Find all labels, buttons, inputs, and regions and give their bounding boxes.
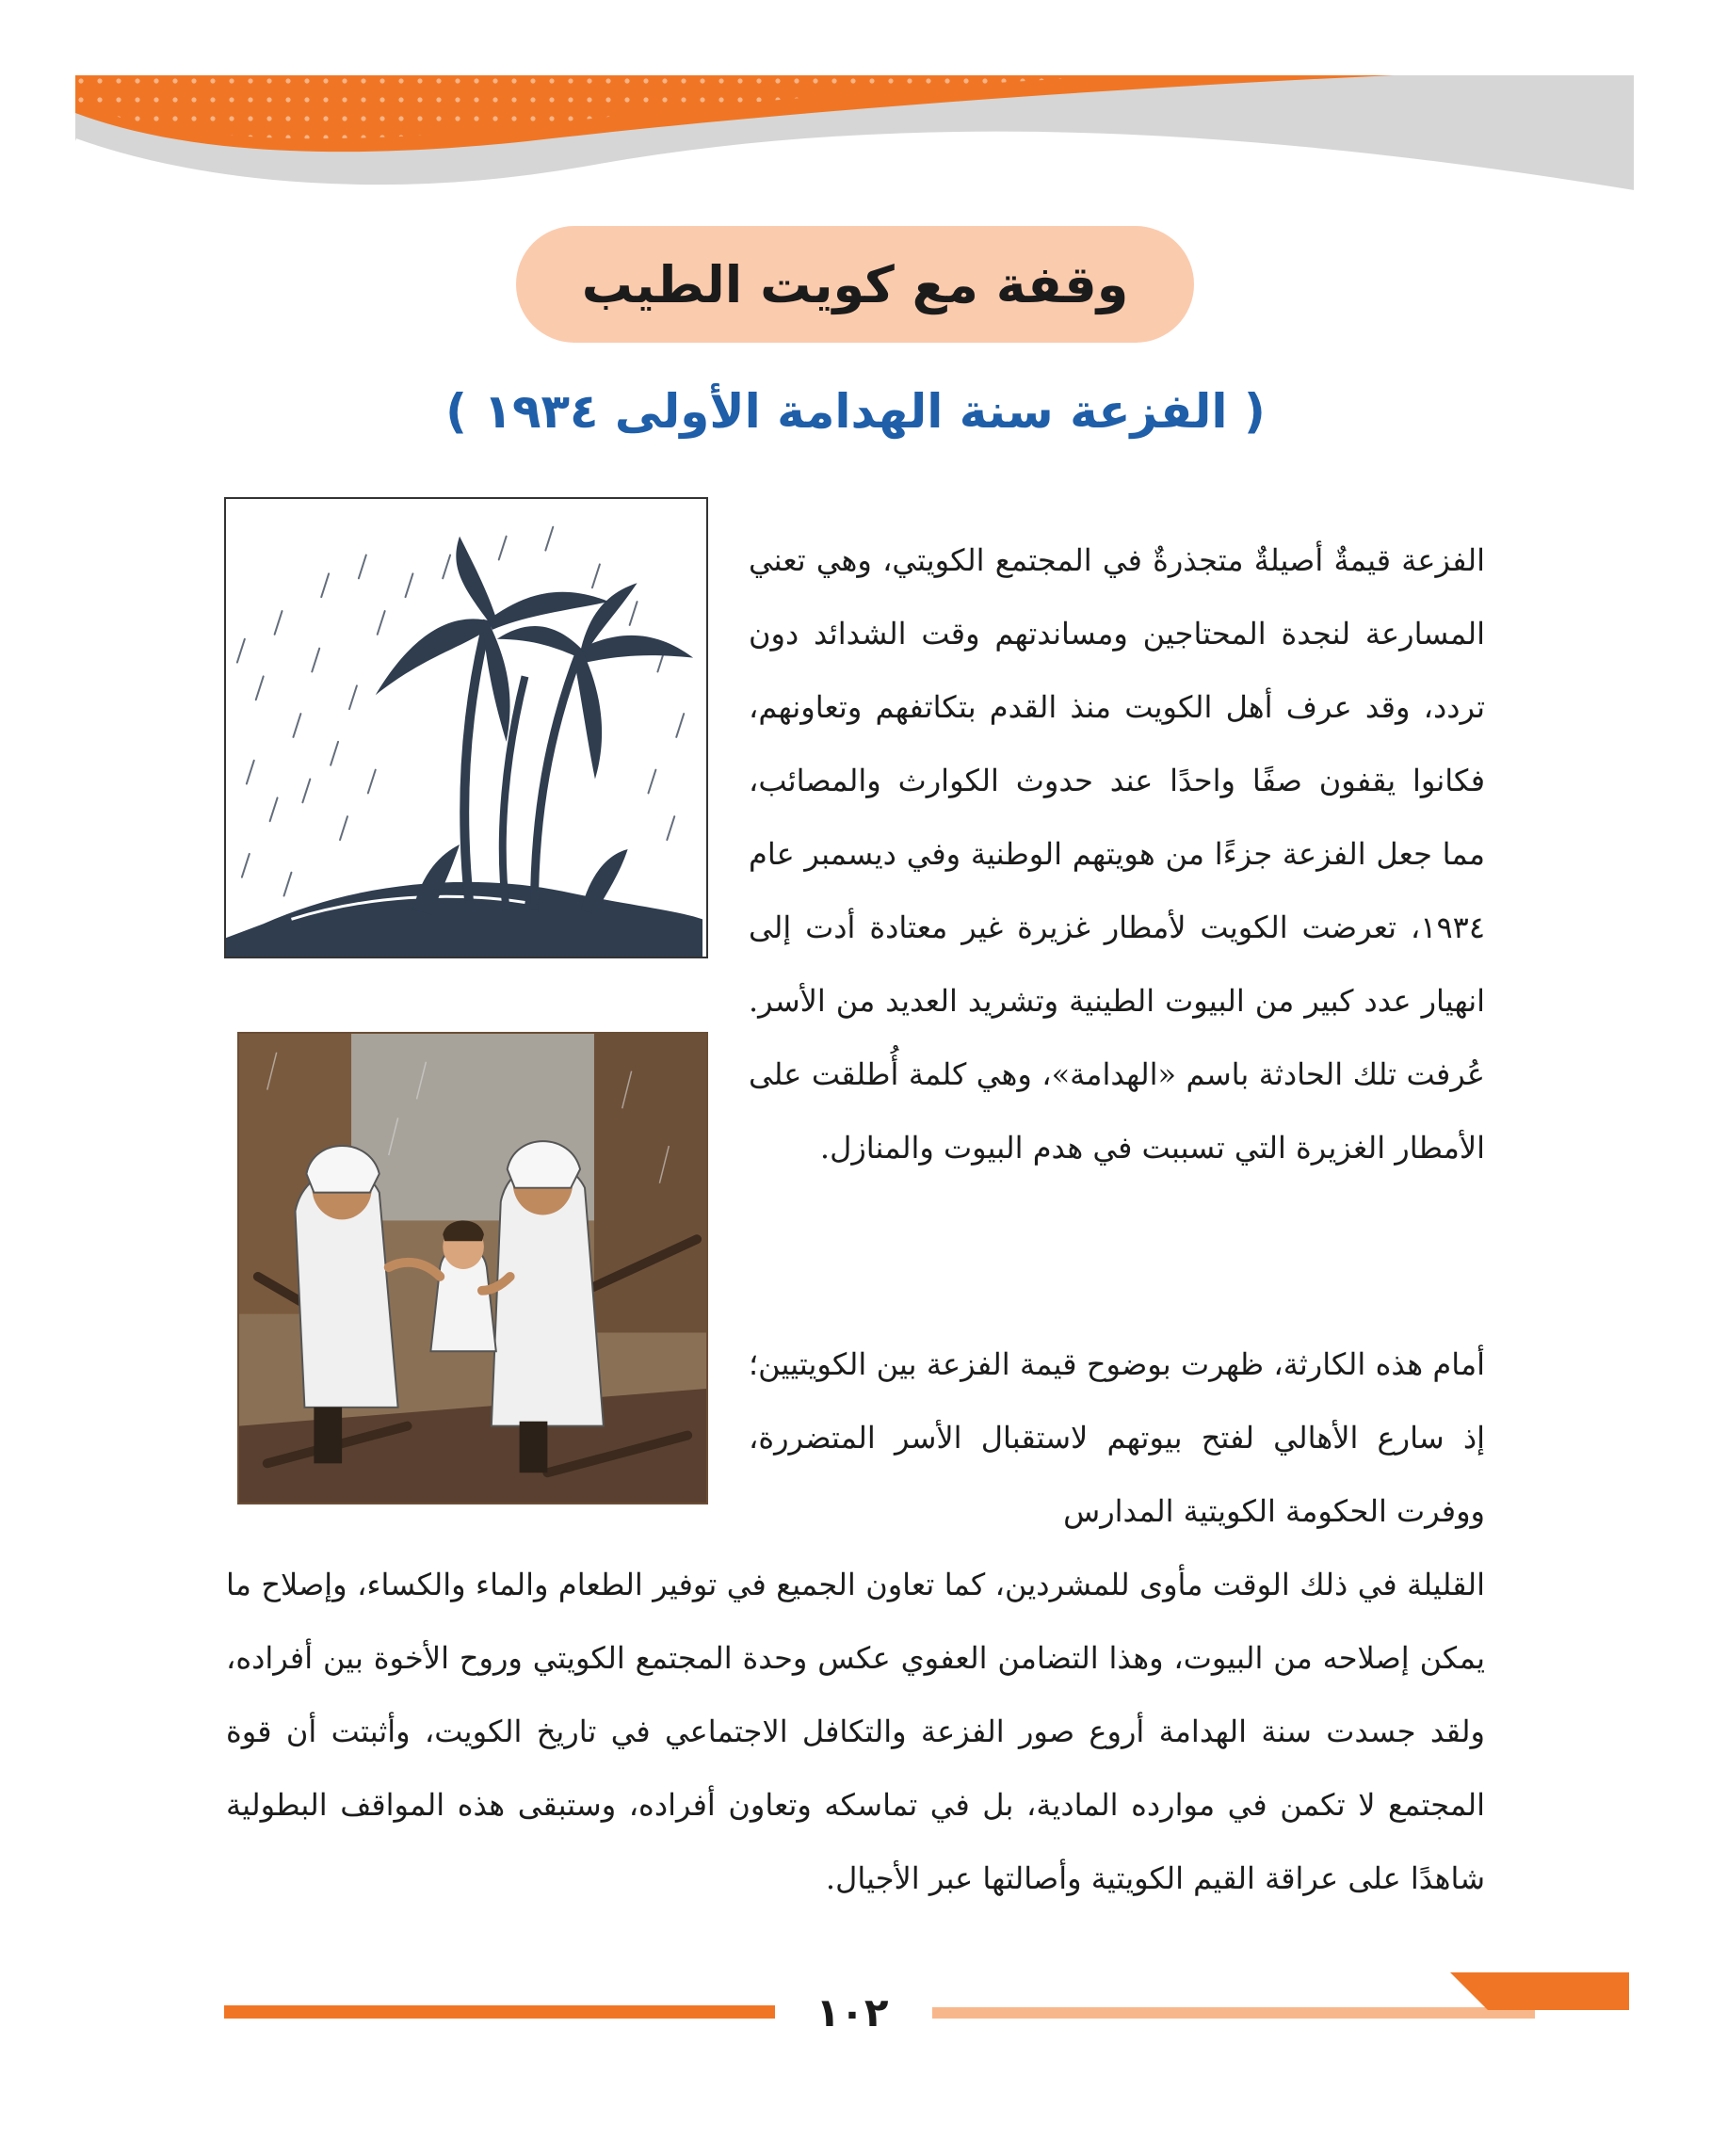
body-paragraph-response: أمام هذه الكارثة، ظهرت بوضوح قيمة الفزعة بين الكويتيين؛ إذ سارع الأهالي لفتح بيوتهم لاستقبال الأسر المتضررة، ووفرت الحكومة الكويتية المدارس (749, 1346, 1485, 1529)
footer-corner-shape (1450, 1972, 1629, 2019)
palm-trees-in-storm-icon (226, 499, 706, 957)
body-paragraph-intro: الفزعة قيمةٌ أصيلةٌ متجذرةٌ في المجتمع الكويتي، وهي تعني المسارعة لنجدة المحتاجين ومساندتهم وقت الشدائد دون تردد، وقد عرف أهل الكويت منذ القدم بتكاتفهم وتعاونهم، فكانوا يقفون صفًا واحدًا عند حدوث الكوارث والمصائب، مما جعل الفزعة جزءًا من هويتهم الوطنية وفي ديسمبر عام ١٩٣٤، تعرضت الكويت لأمطار غزيرة غير معتادة أدت إلى انهيار عدد كبير من البيوت الطينية وتشريد العديد من الأسر. عُرفت تلك الحادثة باسم «الهدامة»، وهي كلمة أُطلقت على الأمطار الغزيرة التي تسببت في هدم البيوت والمنازل. (749, 542, 1486, 1166)
body-paragraph-conclusion: القليلة في ذلك الوقت مأوى للمشردين، كما تعاون الجميع في توفير الطعام والماء والكساء، وإصلاح ما يمكن إصلاحه من البيوت، وهذا التضامن العفوي عكس وحدة المجتمع الكويتي وروح الأخوة بين أفراده، ولقد جسدت سنة الهدامة أروع صور الفزعة والتكافل الاجتماعي في تاريخ الكويت، وأثبتت أن قوة المجتمع لا تكمن في موارده المادية، بل في تماسكه وتعاون أفراده، وستبقى هذه المواقف البطولية شاهدًا على عراقة القيم الكويتية وأصالتها عبر الأجيال. (226, 1567, 1485, 1896)
header-decorative-band (0, 0, 1711, 226)
section-title-pill (516, 226, 1194, 343)
storm-palm-illustration (224, 497, 708, 958)
section-title: وقفة مع كويت الطيب (581, 254, 1129, 314)
footer-accent-bar-left (224, 2005, 775, 2019)
section-subtitle: ( الفزعة سنة الهدامة الأولى ١٩٣٤ ) (445, 384, 1266, 439)
page-number: ١٠٢ (815, 1989, 889, 2035)
rescue-illustration (237, 1032, 708, 1504)
footer-accent-bar-right (932, 2007, 1535, 2019)
men-rescuing-child-icon (239, 1034, 706, 1503)
